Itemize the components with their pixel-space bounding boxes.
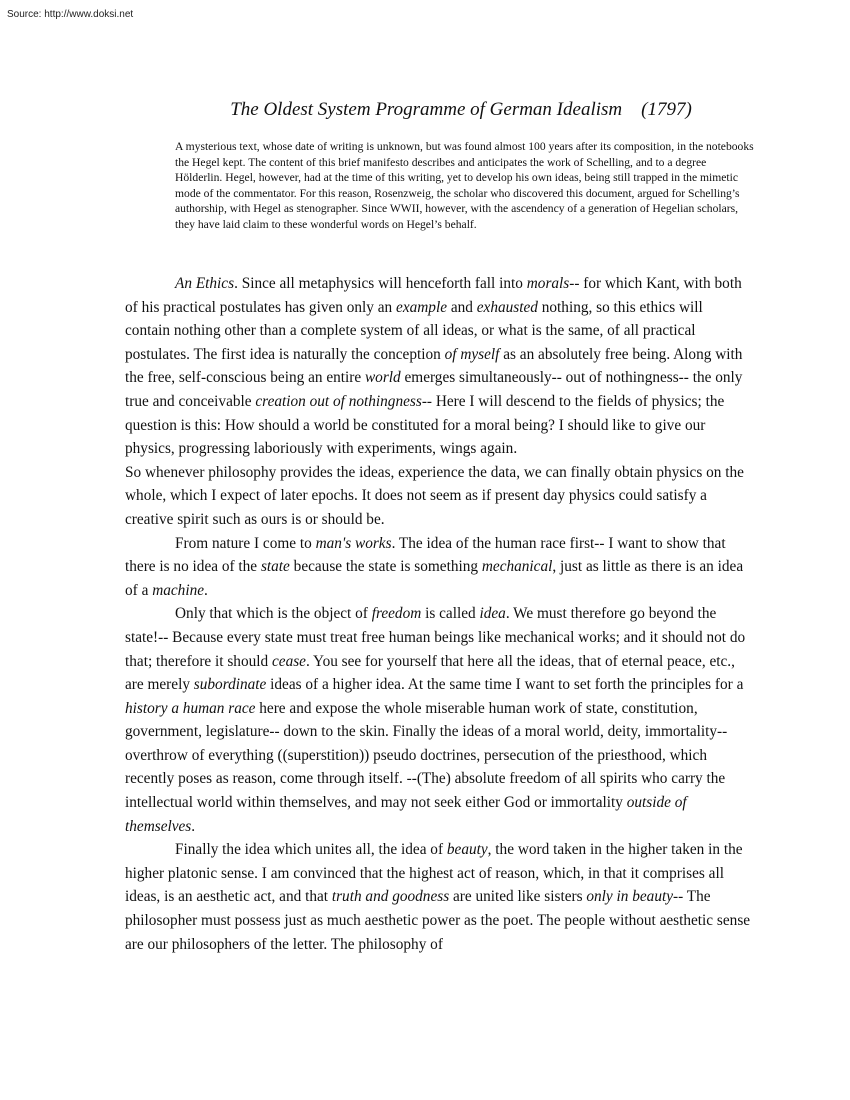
text-run: -- Here I will descend to the fields of physics; the question is this: How should a world be constituted for a moral being? I should like to give our physics, progressing laboriously with experiments, wings again. xyxy=(125,392,725,458)
text-run: From nature I come to xyxy=(175,534,316,552)
italic-run: man's works xyxy=(315,534,392,552)
body-paragraph xyxy=(125,532,751,603)
text-run: -- The philosopher must possess just as much aesthetic power as the poet. The people without aesthetic sense are our philosophers of the letter. The philosophy of xyxy=(125,888,751,953)
italic-run: exhausted xyxy=(476,298,538,316)
body-paragraph xyxy=(125,602,751,838)
italic-run: idea xyxy=(479,605,506,623)
text-run: . The idea of the human race first-- I want to show that there is no idea of the xyxy=(125,534,726,576)
text-run: as an absolutely free being. Along with the free, self-conscious being an entire xyxy=(125,345,743,387)
italic-run: freedom xyxy=(371,605,422,623)
italic-run: creation out of nothingness xyxy=(255,392,422,410)
text-run: emerges simultaneously-- out of nothingness-- the only true and conceivable xyxy=(125,369,743,410)
italic-run: An Ethics xyxy=(175,275,235,292)
body-paragraph xyxy=(125,838,751,956)
text-run: Only that which is the object of xyxy=(175,605,372,623)
italic-run: of myself xyxy=(444,345,500,363)
italic-run: beauty xyxy=(446,841,488,859)
text-run: ideas of a higher idea. At the same time I want to set forth the principles for a xyxy=(266,676,744,694)
italic-run: mechanical xyxy=(481,558,553,576)
text-run: are united like sisters xyxy=(449,888,587,906)
italic-run: only in beauty xyxy=(586,888,674,906)
text-run: is called xyxy=(421,605,480,623)
text-run: . xyxy=(191,817,196,835)
text-run: Finally the idea which unites all, the idea of xyxy=(175,841,447,859)
italic-run: state xyxy=(260,558,290,576)
text-run: , the word taken in the higher taken in the higher platonic sense. I am convinced that the highest act of reason, which, in that it comprises all ideas, is an aesthetic act, and that xyxy=(125,841,743,906)
italic-run: machine xyxy=(152,581,205,599)
text-run: and xyxy=(447,298,477,316)
italic-run: history a human race xyxy=(125,699,256,717)
text-run: . Since all metaphysics will henceforth fall into xyxy=(234,275,527,292)
source-line: Source: http://www.doksi.net xyxy=(7,9,134,20)
text-run: So whenever philosophy provides the ideas, experience the data, we can finally obtain physics on the whole, which I expect of later epochs. It does not seem as if present day physics could satisfy a creative spirit such as ours is or should be. xyxy=(125,463,744,528)
italic-run: subordinate xyxy=(193,676,267,694)
italic-run: outside of themselves xyxy=(125,794,687,835)
italic-run: morals xyxy=(526,275,570,292)
body-text xyxy=(125,272,751,956)
italic-run: cease xyxy=(271,652,306,670)
text-run: , just as little as there is an idea of a xyxy=(125,558,744,599)
italic-run: world xyxy=(364,369,401,387)
text-run: . You see for yourself that here all the ideas, that of eternal peace, etc., are merely xyxy=(125,652,735,694)
text-run: -- for which Kant, with both of his practical postulates has given only an xyxy=(125,275,742,316)
italic-run: example xyxy=(396,298,447,316)
body-paragraph xyxy=(125,461,751,532)
text-run: . We must therefore go beyond the state!-- Because every state must treat free human beings like mechanical works; and it should not do that; therefore it should xyxy=(125,605,746,670)
text-run: because the state is something xyxy=(289,558,482,576)
text-run: nothing, so this ethics will contain nothing other than a complete system of all ideas, or what is the same, of all practical postulates. The first idea is naturally the conception xyxy=(125,298,703,363)
abstract-paragraph: A mysterious text, whose date of writing is unknown, but was found almost 100 years after its composition, in the notebooks the Hegel kept. The content of this brief manifesto describes and anticipates the work of Schelling, and to a degree Hölderlin. Hegel, however, had at the time of this writing, yet to develop his own ideas, being still trapped in the mimetic mode of the commentator. For this reason, Rosenzweig, the scholar who discovered this document, argued for Schelling’s authorship, with Hegel as stenographer. Since WWII, however, with the ascendency of a generation of Hegelian scholars, they have laid claim to these wonderful words on Hegel’s behalf. xyxy=(175,140,754,231)
text-run: here and expose the whole miserable human work of state, constitution, government, legislature-- down to the skin. Finally the ideas of a moral world, deity, immortality-- overthrow of everything ((superstition)) pseudo doctrines, persecution of the priesthood, which recently poses as reason, come through itself. --(The) absolute freedom of all spirits who carry the intellectual world within themselves, and may not seek either God or immortality xyxy=(125,699,728,812)
italic-run: truth and goodness xyxy=(331,888,450,906)
body-paragraph xyxy=(125,272,751,461)
document-title: The Oldest System Programme of German Idealism (1797) xyxy=(230,99,692,120)
text-run: . xyxy=(204,581,208,599)
